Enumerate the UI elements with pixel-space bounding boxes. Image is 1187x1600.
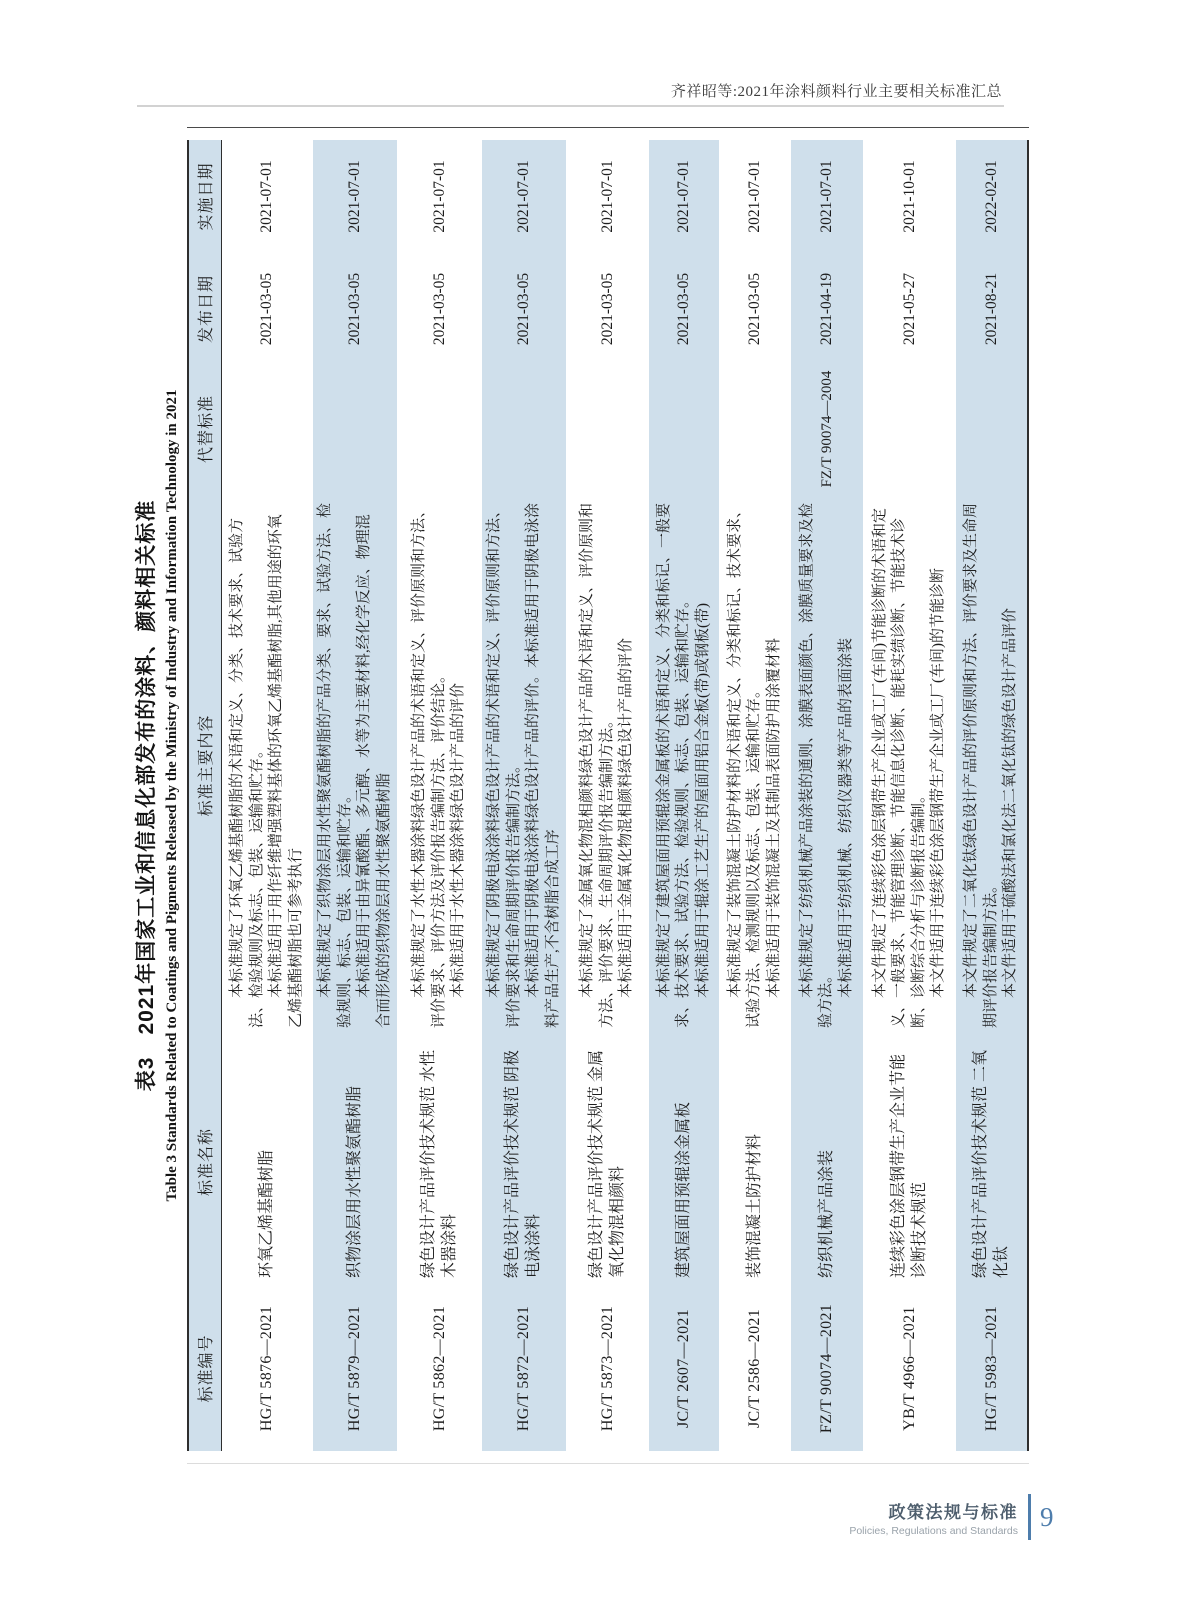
cell-implementation-date: 2021-07-01 xyxy=(258,160,276,233)
cell-implementation-date: 2021-07-01 xyxy=(346,160,363,233)
cell-main-content xyxy=(482,493,566,1038)
cell-standard-name: 绿色设计产品评价技术规范 阴极电泳涂料 xyxy=(504,1049,542,1278)
cell-main-content xyxy=(956,493,1028,1038)
cell-issue-date: 2021-03-05 xyxy=(598,272,616,346)
cell-implementation-date: 2021-07-01 xyxy=(746,160,763,233)
standards-table xyxy=(187,140,1029,1451)
running-head: 齐祥昭等:2021年涂料颜料行业主要相关标准汇总 xyxy=(670,84,1002,100)
cell-replaced-standard xyxy=(863,365,956,493)
rotated-table-block xyxy=(130,127,1019,1464)
content-paragraph: 本标准规定了纺织机械产品涂装的通则、涂膜表面颜色、涂膜质量要求及检验方法。 xyxy=(798,502,835,1028)
cell-standard-name: 装饰混凝土防护材料 xyxy=(745,1133,763,1278)
cell-implementation-date: 2021-10-01 xyxy=(900,160,918,233)
cell-replaced-standard xyxy=(719,365,791,493)
cell-implementation-date: 2021-07-01 xyxy=(598,160,616,233)
col-header-main-content: 标准主要内容 xyxy=(188,493,221,1038)
cell-main-content xyxy=(221,493,313,1038)
cell-replaced-standard xyxy=(649,365,719,493)
cell-issue-date: 2021-03-05 xyxy=(258,272,276,346)
content-paragraph: 本标准规定了阴极电泳涂料绿色设计产品的术语和定义、评价原则和方法、评价要求和生命周期评价报告编制方法。 xyxy=(486,502,522,1028)
content-paragraph: 本标准适用于装饰混凝土及其制品表面防护用涂覆材料 xyxy=(765,637,782,998)
table-row xyxy=(791,140,863,1451)
cell-issue-date: 2021-03-05 xyxy=(515,272,532,346)
cell-standard-code: HG/T 5872—2021 xyxy=(515,1305,532,1432)
cell-main-content xyxy=(719,493,791,1038)
content-paragraph: 本标准适用于水性木器涂料绿色设计产品的评价 xyxy=(450,682,467,998)
content-paragraph: 本标准规定了水性木器涂料绿色设计产品的术语和定义、评价原则和方法、评价要求、评价方法及评价报告编制方法、评价结论。 xyxy=(411,502,447,1028)
content-paragraph: 本标准规定了环氧乙烯基酯树脂的术语和定义、分类、技术要求、试验方法、检验规则及标志、包装、运输和贮存。 xyxy=(229,517,265,1028)
footer-section-cn: 政策法规与标准 xyxy=(888,1502,1018,1522)
cell-standard-code: HG/T 5862—2021 xyxy=(430,1305,448,1432)
content-paragraph: 本标准规定了织物涂层用水性聚氨酯树脂的产品分类、要求、试验方法、检验规则、标志、包装、运输和贮存。 xyxy=(317,502,353,1028)
cell-issue-date: 2021-04-19 xyxy=(818,272,835,346)
cell-main-content xyxy=(566,493,649,1038)
cell-standard-name: 连续彩色涂层钢带生产企业节能诊断技术规范 xyxy=(889,1053,928,1278)
footer-section xyxy=(826,1498,1018,1537)
table-title-en: Table 3 Standards Related to Coatings and Pigments Released by the Ministry of Industry and Information Technology in 2021 xyxy=(164,389,180,1202)
page-footer xyxy=(826,1494,1054,1540)
cell-standard-code: YB/T 4966—2021 xyxy=(900,1306,918,1431)
cell-issue-date: 2021-03-05 xyxy=(346,272,363,346)
cell-standard-name: 环氧乙烯基酯树脂 xyxy=(257,1149,275,1278)
content-paragraph: 本文件适用于连续彩色涂层钢带生产企业或工厂(车间)的节能诊断 xyxy=(930,568,946,998)
cell-implementation-date: 2021-07-01 xyxy=(430,160,448,233)
content-paragraph: 本标准适用于纺织机械、纺织仪器类等产品的表面涂装 xyxy=(837,637,854,998)
table-header-row xyxy=(188,140,221,1451)
content-paragraph: 本标准适用于阴极电泳涂料绿色设计产品的评价。本标准适用于阴极电泳涂料产品生产,不含树脂合成工序 xyxy=(525,502,561,1028)
table-row xyxy=(221,140,313,1451)
cell-replaced-standard xyxy=(397,365,482,493)
cell-replaced-standard: FZ/T 90074—2004 xyxy=(818,370,835,488)
table-row xyxy=(863,140,956,1451)
footer-divider-bar xyxy=(1028,1494,1031,1540)
table-row xyxy=(719,140,791,1451)
cell-standard-code: JC/T 2607—2021 xyxy=(675,1308,692,1429)
cell-standard-name: 建筑屋面用预辊涂金属板 xyxy=(674,1101,692,1278)
cell-replaced-standard xyxy=(566,365,649,493)
cell-main-content xyxy=(791,493,863,1038)
cell-standard-name: 纺织机械产品涂装 xyxy=(817,1149,835,1278)
table-row xyxy=(566,140,649,1451)
cell-issue-date: 2021-05-27 xyxy=(900,272,918,346)
cell-standard-name: 织物涂层用水性聚氨酯树脂 xyxy=(345,1085,363,1278)
page-number: 9 xyxy=(1040,1501,1054,1532)
standards-table-body xyxy=(221,140,1028,1451)
table-title-cn: 表3 2021年国家工业和信息化部发布的涂料、颜料相关标准 xyxy=(135,499,158,1092)
content-paragraph: 本标准适用于金属氧化物混相颜料绿色设计产品的评价 xyxy=(618,637,635,998)
table-row xyxy=(956,140,1028,1451)
table-row xyxy=(397,140,482,1451)
cell-standard-code: HG/T 5876—2021 xyxy=(258,1305,276,1432)
footer-section-en: Policies, Regulations and Standards xyxy=(849,1524,1018,1537)
cell-issue-date: 2021-03-05 xyxy=(746,272,763,346)
table-frame xyxy=(187,127,1029,1464)
content-paragraph: 本标准适用于辊涂工艺生产的屋面用铝合金板(带)或钢板(带) xyxy=(694,603,711,998)
col-header-standard-name: 标准名称 xyxy=(188,1038,221,1286)
content-paragraph: 本文件规定了连续彩色涂层钢带生产企业或工厂(车间)节能诊断的术语和定义、一般要求、节能管理诊断、节能信息化诊断、能耗实绩诊断、节能技术诊断、诊断综合分析与诊断报告编制。 xyxy=(871,508,927,1028)
content-paragraph: 本标准规定了金属氧化物混相颜料绿色设计产品的术语和定义、评价原则和方法、评价要求、生命周期评价报告编制方法。 xyxy=(579,502,615,1028)
cell-standard-code: HG/T 5873—2021 xyxy=(598,1305,616,1432)
content-paragraph: 本文件适用于硫酸法和氯化法二氧化钛的绿色设计产品评价 xyxy=(1002,607,1019,998)
cell-standard-name: 绿色设计产品评价技术规范 二氧化钛 xyxy=(971,1049,1010,1278)
cell-standard-name: 绿色设计产品评价技术规范 水性木器涂料 xyxy=(419,1049,458,1278)
cell-standard-code: FZ/T 90074—2021 xyxy=(818,1303,835,1434)
content-paragraph: 本标准规定了建筑屋面用预辊涂金属板的术语和定义、分类和标记、一般要求、技术要求、试验方法、检验规则、标志、包装、运输和贮存。 xyxy=(655,502,692,1028)
cell-standard-code: HG/T 5983—2021 xyxy=(982,1305,1000,1432)
cell-implementation-date: 2021-07-01 xyxy=(515,160,532,233)
table-row xyxy=(482,140,566,1451)
content-paragraph: 本标准适用于用作纤维增强塑料基体的环氧乙烯基酯树脂,其他用途的环氧乙烯基酯树脂也可参考执行 xyxy=(268,514,304,1028)
cell-issue-date: 2021-03-05 xyxy=(675,272,692,346)
col-header-replaced-standard: 代替标准 xyxy=(188,365,221,493)
table-row xyxy=(649,140,719,1451)
cell-main-content xyxy=(649,493,719,1038)
cell-standard-code: HG/T 5879—2021 xyxy=(346,1305,363,1432)
cell-replaced-standard xyxy=(956,365,1028,493)
cell-standard-code: JC/T 2586—2021 xyxy=(746,1308,763,1429)
cell-standard-name: 绿色设计产品评价技术规范 金属氧化物混相颜料 xyxy=(587,1049,626,1278)
col-header-standard-code: 标准编号 xyxy=(188,1286,221,1451)
col-header-implementation-date: 实施日期 xyxy=(188,140,221,253)
cell-implementation-date: 2021-07-01 xyxy=(818,160,835,233)
content-paragraph: 本文件规定了二氧化钛绿色设计产品的评价原则和方法、评价要求及生命周期评价报告编制方法。 xyxy=(963,502,999,1028)
cell-issue-date: 2021-03-05 xyxy=(430,272,448,346)
cell-implementation-date: 2021-07-01 xyxy=(675,160,692,233)
content-paragraph: 本标准规定了装饰混凝土防护材料的术语和定义、分类和标记、技术要求、试验方法、检测规则以及标志、包装、运输和贮存。 xyxy=(726,502,763,1028)
cell-issue-date: 2021-08-21 xyxy=(982,272,1000,346)
landscape-table-area xyxy=(130,127,1019,1464)
cell-replaced-standard xyxy=(313,365,397,493)
col-header-issue-date: 发布日期 xyxy=(188,253,221,365)
cell-main-content xyxy=(863,493,956,1038)
content-paragraph: 本标准适用于由异氰酸酯、多元醇、水等为主要材料,经化学反应、物理混合而形成的织物涂层用水性聚氨酯树脂 xyxy=(356,514,392,1028)
table-row xyxy=(313,140,397,1451)
cell-replaced-standard xyxy=(482,365,566,493)
cell-replaced-standard xyxy=(221,365,313,493)
cell-main-content xyxy=(397,493,482,1038)
cell-implementation-date: 2022-02-01 xyxy=(982,160,1000,233)
running-head-rule xyxy=(137,105,1004,107)
cell-main-content xyxy=(313,493,397,1038)
